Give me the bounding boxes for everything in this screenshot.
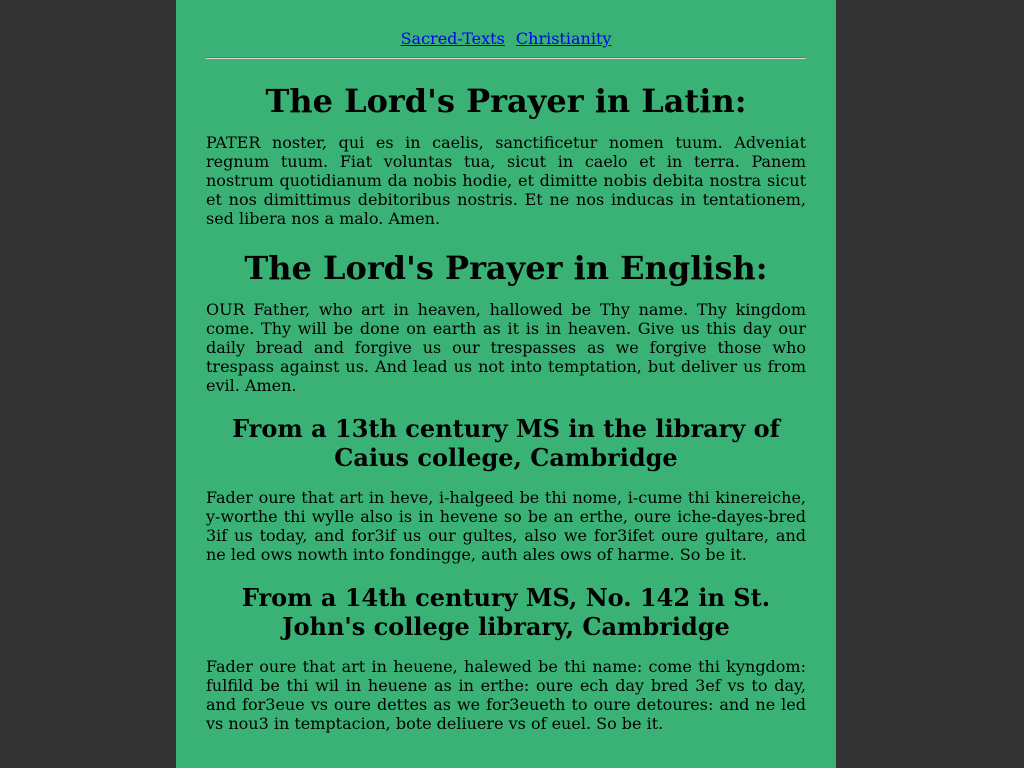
latin-prayer-text: PATER noster, qui es in caelis, sanctificetur nomen tuum. Adveniat regnum tuum. Fiat voluntas tua, sicut in caelo et in terra. Panem nostrum quotidianum da nobis hodie, et dimitte nobis debita nostra sicut et nos dimittimus debitoribus nostris. Et ne nos inducas in tentationem, sed libera nos a malo. Amen. — [206, 133, 806, 228]
latin-prayer-heading: The Lord's Prayer in Latin: — [265, 82, 747, 120]
st-johns-ms-heading: From a 14th century MS, No. 142 in St. John's college library, Cambridge — [241, 583, 771, 641]
caius-ms-text: Fader oure that art in heve, i-halgeed be thi nome, i-cume thi kinereiche, y-worthe thi wylle also is in hevene so be an erthe, oure iche-dayes-bred 3if us today, and for3if us our gultes, also we for3ifet oure gultare, and ne led ows nowth into fondingge, auth ales ows of harme. So be it. — [206, 488, 806, 564]
page-panel — [176, 0, 836, 768]
top-navigation — [206, 29, 806, 49]
english-prayer-heading: The Lord's Prayer in English: — [244, 249, 768, 287]
english-prayer-text: OUR Father, who art in heaven, hallowed be Thy name. Thy kingdom come. Thy will be done on earth as it is in heaven. Give us this day our daily bread and forgive us our trespasses as we forgive those who trespass against us. And lead us not into temptation, but deliver us from evil. Amen. — [206, 300, 806, 395]
nav-link-christianity[interactable]: Christianity — [515, 29, 612, 48]
main-content — [206, 0, 806, 733]
nav-link-sacred-texts[interactable]: Sacred-Texts — [400, 29, 505, 48]
caius-ms-heading: From a 13th century MS in the library of Caius college, Cambridge — [232, 414, 780, 472]
horizontal-rule — [206, 57, 806, 59]
st-johns-ms-text: Fader oure that art in heuene, halewed be thi name: come thi kyngdom: fulfild be thi wil in heuene as in erthe: oure ech day bred 3ef vs to day, and for3eue vs oure dettes as we for3eueth to oure detoures: and ne led vs nou3 in temptacion, bote deliuere vs of euel. So be it. — [206, 657, 806, 733]
